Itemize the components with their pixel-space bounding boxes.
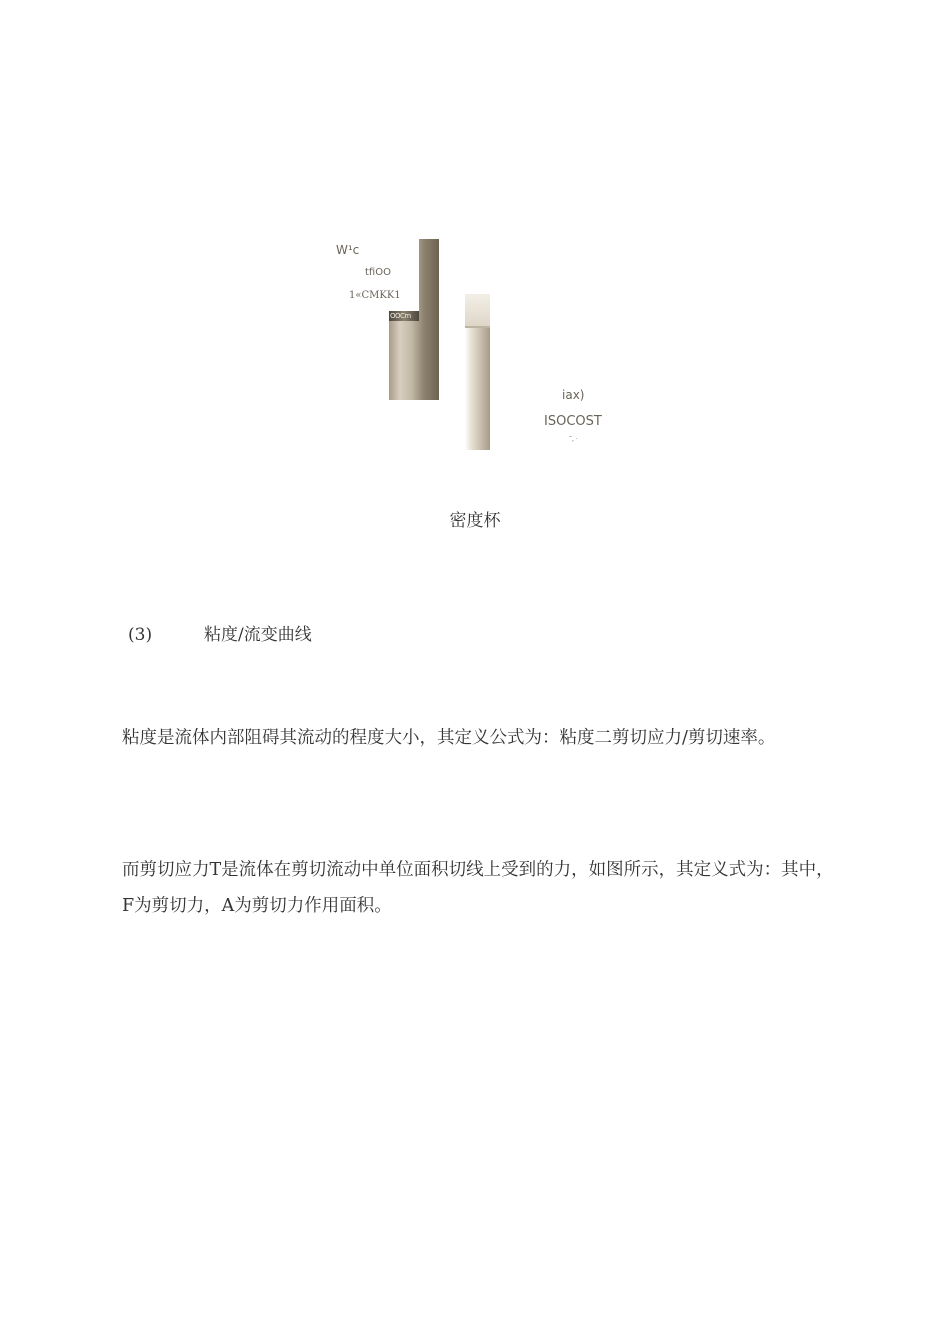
- figure-label-iax: iax): [562, 388, 585, 402]
- figure-label-isocost: ISOCOST: [544, 414, 602, 429]
- paragraph-viscosity-definition: 粘度是流体内部阻碍其流动的程度大小，其定义公式为：粘度二剪切应力/剪切速率。: [122, 728, 776, 748]
- section-title: 粘度/流变曲线: [204, 625, 312, 645]
- figure-caption: 密度杯: [449, 511, 501, 531]
- section-heading: [128, 620, 312, 645]
- figure-label-tfioo: tfiOO: [365, 267, 391, 278]
- section-number: (3): [128, 625, 153, 645]
- density-cup-image: [330, 236, 620, 456]
- cup-rim: [465, 294, 490, 328]
- paragraph-shear-stress: 而剪切应力T是流体在剪切流动中单位面积切线上受到的力，如图所示，其定义式为：其中，F为剪切力，A为剪切力作用面积。: [122, 860, 834, 916]
- figure-label-w1c: W¹c: [336, 243, 360, 257]
- ring-text: OOCm: [390, 312, 411, 320]
- figure-label-tiny: ˜, ·: [569, 436, 578, 443]
- cylinder-ring: [389, 311, 419, 321]
- figure-label-cmkk: 1«CMKK1: [349, 290, 401, 301]
